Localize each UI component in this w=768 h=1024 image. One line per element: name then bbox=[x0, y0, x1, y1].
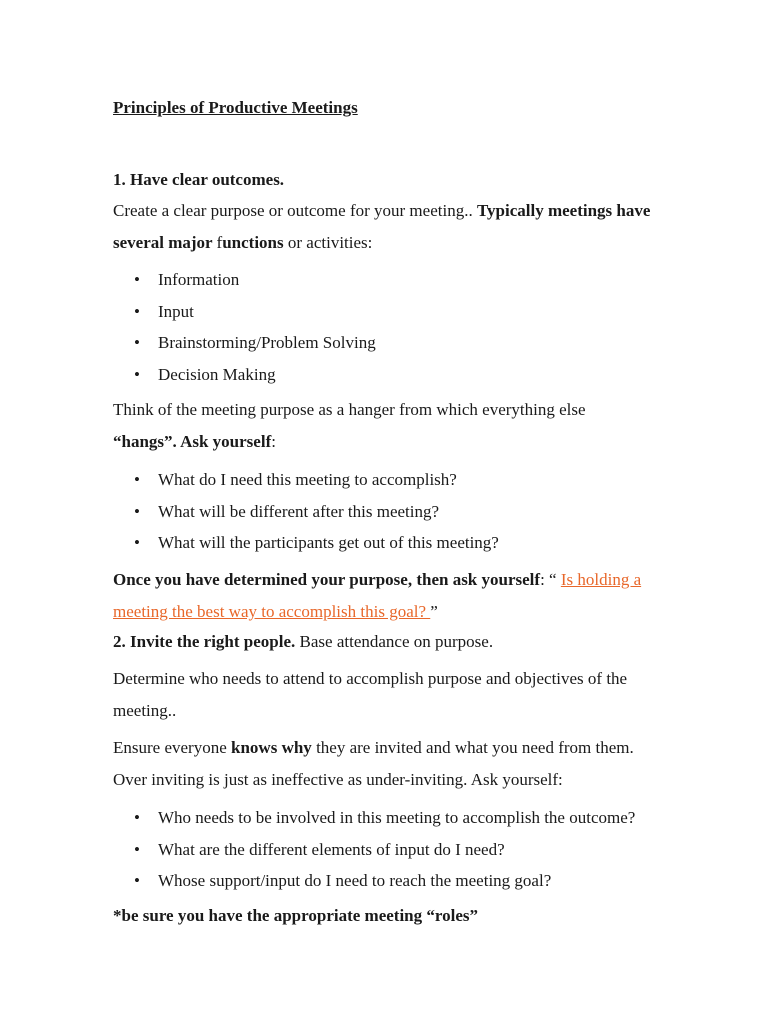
determined-text: : “ bbox=[540, 570, 561, 589]
bullet-icon: • bbox=[134, 270, 140, 289]
section-1-intro bbox=[113, 195, 653, 259]
intro-bold-2: unctions bbox=[222, 233, 284, 252]
list-item bbox=[113, 533, 499, 565]
section-2-heading: 2. Invite the right people. bbox=[113, 632, 296, 651]
section-2-heading-line bbox=[113, 626, 653, 658]
determine-paragraph: Determine who needs to attend to accomplish purpose and objectives of the meeting.. bbox=[113, 669, 628, 720]
intro-text-3: or activities: bbox=[283, 233, 373, 252]
list-item-text: Whose support/input do I need to reach the meeting goal? bbox=[158, 871, 552, 890]
list-item bbox=[113, 840, 635, 872]
list-item-text: Decision Making bbox=[158, 364, 276, 384]
section-2-heading-tail: Base attendance on purpose. bbox=[295, 632, 494, 651]
hanger-paragraph bbox=[113, 394, 653, 458]
attendance-questions-list bbox=[113, 808, 635, 903]
list-item-text: Information bbox=[158, 270, 240, 289]
list-item bbox=[113, 365, 376, 397]
hanger-bold: “hangs”. Ask yourself bbox=[113, 432, 272, 451]
functions-list bbox=[113, 270, 376, 396]
intro-text-1: Create a clear purpose or outcome for your meeting.. bbox=[113, 201, 477, 220]
list-item-text: Input bbox=[158, 301, 194, 321]
intro-text-2: f bbox=[216, 233, 223, 252]
bullet-icon: • bbox=[134, 871, 140, 890]
list-item bbox=[113, 871, 635, 903]
roles-note: *be sure you have the appropriate meeting “roles” bbox=[113, 906, 479, 925]
bullet-icon: • bbox=[134, 839, 140, 859]
list-item-text: Brainstorming/Problem Solving bbox=[158, 333, 376, 352]
list-item bbox=[113, 470, 499, 502]
list-item-text: What will be different after this meeting? bbox=[158, 501, 440, 521]
ensure-text-1: Ensure everyone bbox=[113, 738, 232, 757]
section-1-heading: 1. Have clear outcomes. bbox=[113, 170, 285, 189]
ensure-paragraph bbox=[113, 732, 653, 796]
document-title: Principles of Productive Meetings bbox=[113, 98, 358, 117]
determined-paragraph bbox=[113, 564, 653, 628]
bullet-icon: • bbox=[134, 364, 140, 384]
ensure-bold: knows why bbox=[231, 738, 312, 757]
list-item-text: What do I need this meeting to accomplish? bbox=[158, 470, 457, 489]
ensure-text-2: they are invited and what you need from them. Over inviting is just as ineffective as under-inviting. Ask yourself: bbox=[113, 738, 634, 789]
bullet-icon: • bbox=[134, 533, 140, 552]
bullet-icon: • bbox=[134, 470, 140, 489]
intro-bold-1: Typically meetings have several major bbox=[113, 201, 651, 252]
list-item bbox=[113, 270, 376, 302]
bullet-icon: • bbox=[134, 333, 140, 352]
determined-end: ” bbox=[430, 602, 438, 621]
list-item-text: What will the participants get out of this meeting? bbox=[158, 533, 499, 552]
bullet-icon: • bbox=[134, 501, 140, 521]
meeting-goal-link[interactable]: Is holding a meeting the best way to accomplish this goal? bbox=[113, 570, 642, 621]
list-item bbox=[113, 302, 376, 334]
list-item-text: Who needs to be involved in this meeting to accomplish the outcome? bbox=[158, 808, 636, 827]
list-item-text: What are the different elements of input do I need? bbox=[158, 839, 505, 859]
purpose-questions-list bbox=[113, 470, 499, 565]
list-item bbox=[113, 502, 499, 534]
list-item bbox=[113, 808, 635, 840]
bullet-icon: • bbox=[134, 301, 140, 321]
hanger-colon: : bbox=[271, 432, 276, 451]
determined-bold: Once you have determined your purpose, then ask yourself bbox=[113, 570, 541, 589]
bullet-icon: • bbox=[134, 808, 140, 827]
list-item bbox=[113, 333, 376, 365]
hanger-text: Think of the meeting purpose as a hanger from which everything else bbox=[113, 400, 586, 419]
